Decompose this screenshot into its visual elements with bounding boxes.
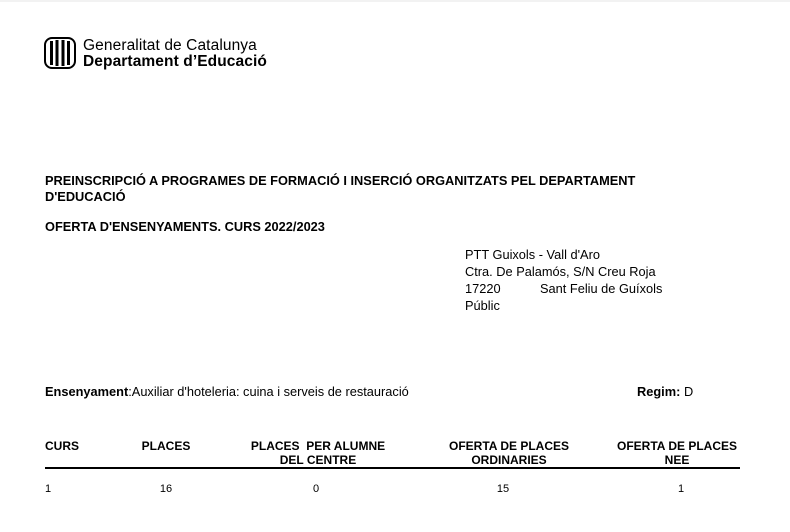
header-places-label: PLACES — [141, 439, 191, 453]
center-type: Públic — [465, 298, 500, 313]
header-ordinaries-line2: ORDINARIES — [471, 453, 547, 467]
cell-places: 16 — [159, 483, 173, 495]
cell-nee: 1 — [677, 483, 685, 495]
document-title: PREINSCRIPCIÓ A PROGRAMES DE FORMACIÓ I INSERCIÓ ORGANITZATS PEL DEPARTAMENT D'EDUCACIÓ — [45, 173, 636, 204]
header-ordinaries-line1: OFERTA DE PLACES — [448, 439, 569, 453]
header-nee-line1: OFERTA DE PLACES — [616, 439, 737, 453]
regim-label: Regim: — [637, 384, 681, 399]
center-name: PTT Guixols - Vall d'Aro — [465, 247, 600, 262]
program-line — [45, 384, 409, 400]
org-name-line1: Generalitat de Catalunya — [83, 37, 257, 54]
header-per-alumne-line1: PLACES PER ALUMNE — [250, 439, 386, 453]
cell-per-alumne: 0 — [312, 483, 320, 495]
header-nee-line2: NEE — [664, 453, 690, 467]
org-name-line2: Departament d’Educació — [83, 53, 267, 70]
cell-ordinaries: 15 — [496, 483, 510, 495]
header-curs — [45, 439, 79, 453]
header-per-alumne-line2: DEL CENTRE — [279, 453, 357, 467]
cell-curs: 1 — [45, 483, 52, 495]
regim-value: D — [683, 384, 694, 399]
regim-line — [637, 384, 693, 400]
program-label: Ensenyament — [45, 384, 129, 399]
header-places — [126, 439, 206, 453]
header-ordinaries — [439, 439, 579, 467]
center-street: Ctra. De Palamós, S/N Creu Roja — [465, 264, 656, 279]
program-value: Auxiliar d'hoteleria: cuina i serveis de restauració — [131, 384, 409, 399]
header-nee — [607, 439, 747, 467]
top-divider — [0, 0, 790, 2]
document-subtitle: OFERTA D'ENSENYAMENTS. CURS 2022/2023 — [45, 219, 325, 234]
organization-name — [83, 38, 267, 70]
table-header-rule — [45, 467, 740, 469]
center-postal-code: 17220 — [465, 281, 501, 296]
center-address — [465, 246, 662, 314]
center-city: Sant Feliu de Guíxols — [540, 281, 663, 296]
header-per-alumne — [236, 439, 400, 467]
header-curs-label: CURS — [45, 439, 80, 453]
program-separator: : — [128, 384, 132, 399]
center-locality — [465, 280, 662, 297]
generalitat-logo-icon — [44, 37, 76, 69]
